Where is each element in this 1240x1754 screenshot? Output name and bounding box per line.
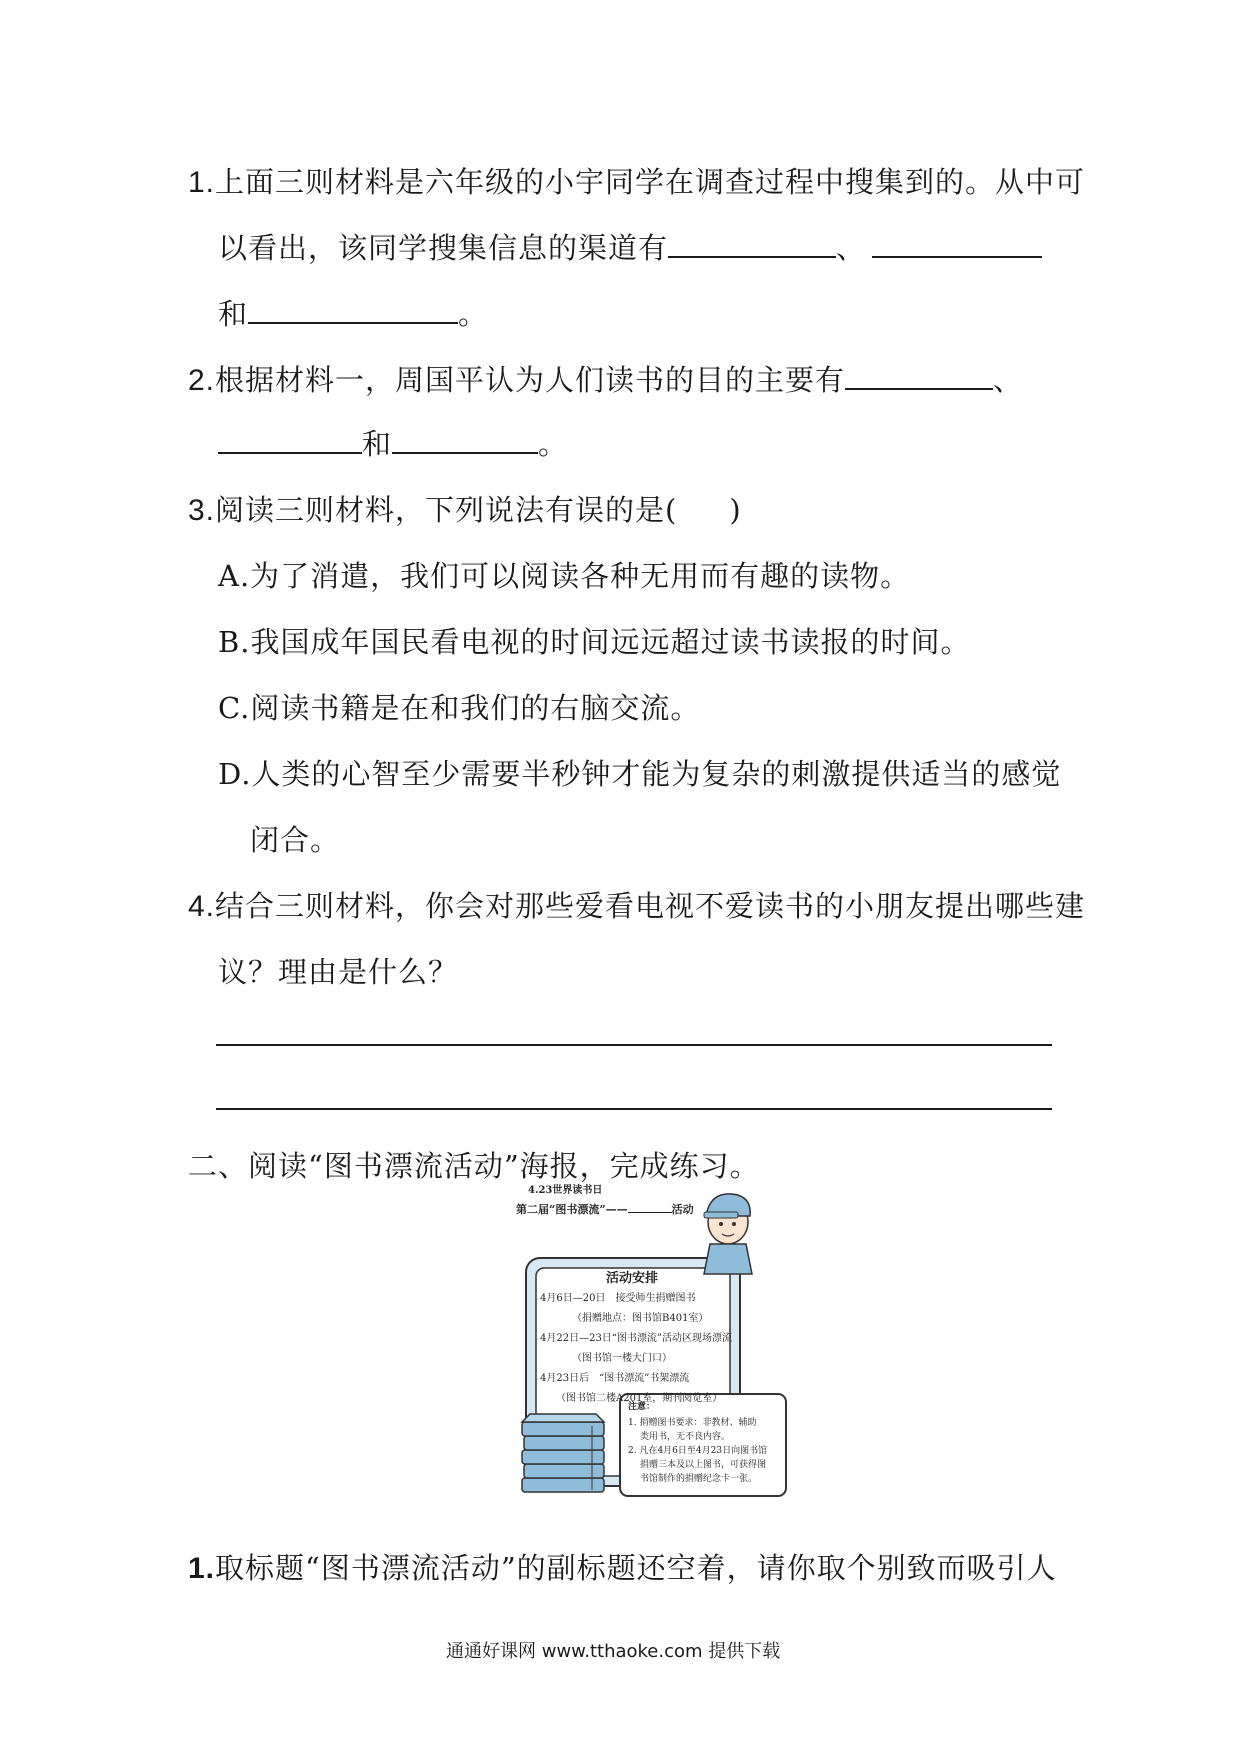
books-stack-icon bbox=[522, 1414, 604, 1492]
poster-note-5: 书馆制作的捐赠纪念卡一张。 bbox=[640, 1474, 758, 1484]
sec2-q1-number: 1. bbox=[188, 1552, 216, 1585]
q3-option-c: C.阅读书籍是在和我们的右脑交流。 bbox=[218, 691, 701, 725]
poster-row-6: （图书馆二楼A201室，期刊阅览室） bbox=[556, 1393, 723, 1404]
q1-line1 bbox=[188, 162, 1085, 203]
q4-answer-line-2[interactable] bbox=[216, 1108, 1052, 1110]
poster-note-3: 2. 凡在4月6日至4月23日向图书馆 bbox=[628, 1446, 768, 1456]
q3-text: 阅读三则材料，下列说法有误的是( bbox=[215, 493, 678, 527]
q4-answer-line-1[interactable] bbox=[216, 1044, 1052, 1046]
q3-number: 3. bbox=[188, 494, 216, 527]
q1-line2 bbox=[218, 228, 1042, 268]
q3-option-b: B.我国成年国民看电视的时间远远超过读书读报的时间。 bbox=[218, 625, 971, 659]
q3-line bbox=[188, 490, 742, 531]
q2-end: 。 bbox=[538, 427, 569, 461]
poster-title bbox=[516, 1202, 694, 1217]
poster-note-title: 注意： bbox=[628, 1402, 656, 1412]
poster-title-blank[interactable] bbox=[628, 1202, 672, 1213]
q4-number: 4. bbox=[188, 890, 216, 923]
q1-blank-3[interactable] bbox=[248, 294, 458, 324]
q1-text-1: 上面三则材料是六年级的小宇同学在调查过程中搜集到的。从中可 bbox=[215, 165, 1086, 199]
poster-row-3: 4月22日—23日“图书漂流”活动区现场漂流 bbox=[540, 1333, 733, 1344]
section2-heading: 二、阅读“图书漂流活动”海报，完成练习。 bbox=[188, 1149, 760, 1183]
poster bbox=[500, 1178, 800, 1520]
q1-blank-1[interactable] bbox=[668, 228, 836, 258]
q3-option-d: D.人类的心智至少需要半秒钟才能为复杂的刺激提供适当的感觉 bbox=[218, 757, 1062, 791]
q1-line3 bbox=[218, 294, 488, 334]
poster-top-label: 4.23世界读书日 bbox=[528, 1185, 603, 1196]
poster-title-suffix: 活动 bbox=[671, 1203, 694, 1216]
q2-blank-2[interactable] bbox=[218, 424, 362, 454]
q4-text-1: 结合三则材料，你会对那些爱看电视不爱读书的小朋友提出哪些建 bbox=[215, 889, 1086, 923]
poster-row-5: 4月23日后 “图书漂流”书架漂流 bbox=[540, 1373, 690, 1384]
q2-blank-1[interactable] bbox=[845, 360, 993, 390]
poster-note-2: 类用书，无不良内容。 bbox=[640, 1432, 731, 1442]
q2-number: 2. bbox=[188, 364, 216, 397]
q2-mid: 和 bbox=[362, 427, 393, 461]
q3-option-a: A.为了消遣，我们可以阅读各种无用而有趣的读物。 bbox=[218, 559, 911, 593]
q2-line2 bbox=[218, 424, 568, 464]
sec2-q1-text: 取标题“图书漂流活动”的副标题还空着，请你取个别致而吸引人 bbox=[215, 1551, 1057, 1585]
poster-row-1: 4月6日—20日 接受师生捐赠图书 bbox=[540, 1293, 696, 1304]
q1-number: 1. bbox=[188, 166, 216, 199]
cartoon-boy-icon bbox=[704, 1194, 752, 1274]
sec2-q1-line bbox=[188, 1548, 1057, 1589]
q1-blank-2[interactable] bbox=[872, 228, 1042, 258]
q2-text-1: 根据材料一，周国平认为人们读书的目的主要有 bbox=[215, 363, 846, 397]
footer-credit: 通通好课网 www.tthaoke.com 提供下载 bbox=[446, 1641, 781, 1662]
q2-line1 bbox=[188, 360, 1023, 401]
q2-blank-3[interactable] bbox=[392, 424, 538, 454]
q1-text-2: 以看出，该同学搜集信息的渠道有 bbox=[218, 231, 669, 265]
q1-sep: 、 bbox=[836, 231, 867, 265]
q1-end: 。 bbox=[458, 297, 489, 331]
poster-title-prefix: 第二届“图书漂流”—— bbox=[516, 1203, 628, 1216]
poster-panel-title: 活动安排 bbox=[606, 1271, 659, 1286]
poster-note-4: 捐赠三本及以上图书，可获得图 bbox=[640, 1460, 767, 1470]
q1-text-3: 和 bbox=[218, 297, 249, 331]
q4-line1 bbox=[188, 886, 1085, 927]
poster-note-1: 1. 捐赠图书要求：非教材、辅助 bbox=[628, 1418, 757, 1428]
q3-option-d-cont: 闭合。 bbox=[250, 823, 341, 857]
q2-sep: 、 bbox=[993, 363, 1024, 397]
q4-line2: 议？理由是什么？ bbox=[218, 955, 459, 989]
poster-row-4: （图书馆一楼大门口） bbox=[572, 1353, 672, 1364]
poster-row-2: （捐赠地点：图书馆B401室） bbox=[572, 1313, 709, 1324]
q3-paren-close: ) bbox=[729, 493, 742, 527]
